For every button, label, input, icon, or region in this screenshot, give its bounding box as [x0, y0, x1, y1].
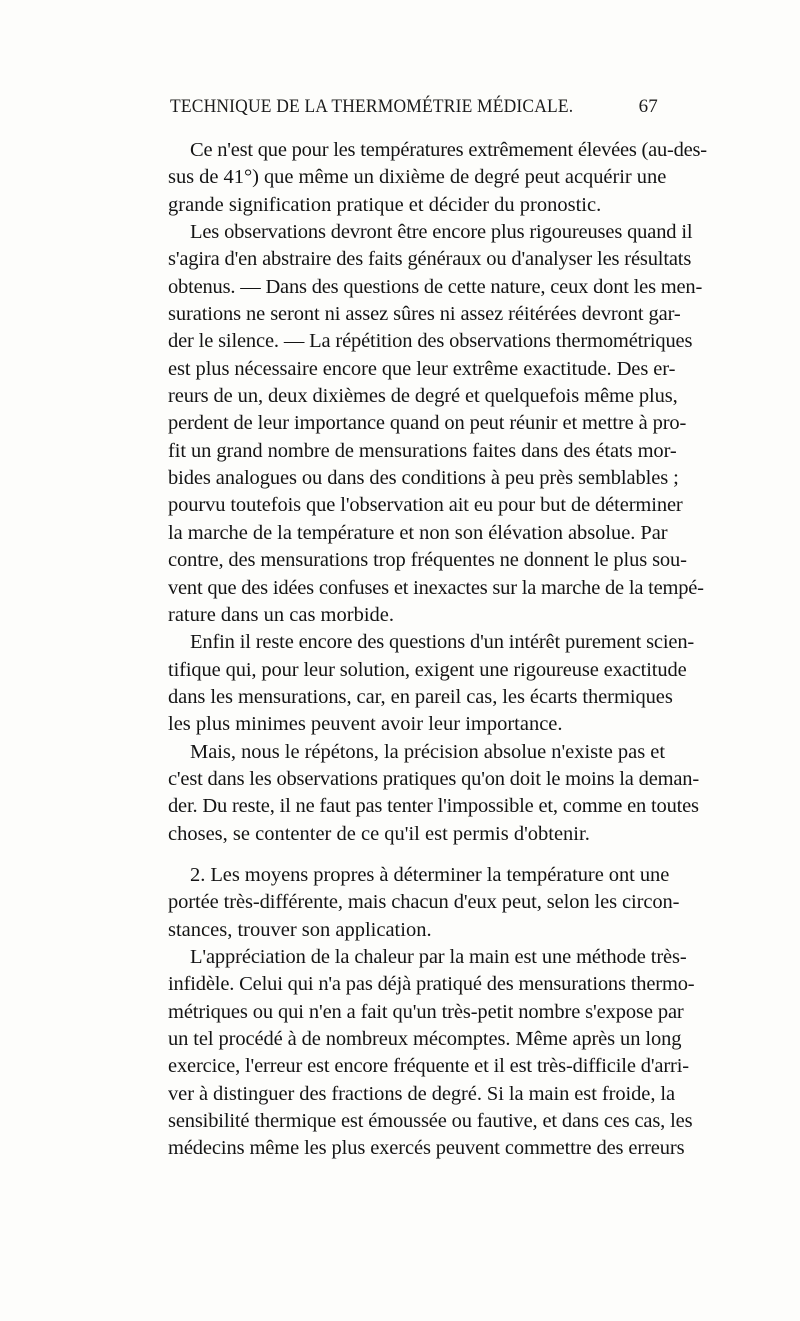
text-line: les plus minimes peuvent avoir leur importance. [168, 713, 563, 736]
paragraph [146, 862, 680, 944]
text-line: bides analogues ou dans des conditions à peu près semblables ; [168, 467, 679, 490]
body-text [146, 137, 707, 1163]
text-line: der le silence. — La répétition des observations thermométriques [168, 330, 693, 353]
text-line: reurs de un, deux dixièmes de degré et quelquefois même plus, [168, 385, 678, 408]
text-line: infidèle. Celui qui n'a pas déjà pratiqué des mensurations thermo- [168, 973, 695, 996]
text-line: 2. Les moyens propres à déterminer la température ont une [190, 863, 670, 886]
text-line: pourvu toutefois que l'observation ait eu pour but de déterminer [168, 494, 683, 517]
text-line: dans les mensurations, car, en pareil cas, les écarts thermiques [168, 685, 673, 708]
text-line: sensibilité thermique est émoussée ou fautive, et dans ces cas, les [168, 1110, 693, 1133]
text-line: L'appréciation de la chaleur par la main est une méthode très- [190, 945, 687, 968]
paragraph [146, 137, 707, 219]
paragraph [146, 629, 695, 738]
text-line: sus de 41°) que même un dixième de degré peut acquérir une [168, 166, 667, 189]
text-line: exercice, l'erreur est encore fréquente et il est très-difficile d'arri- [168, 1055, 689, 1078]
running-title: TECHNIQUE DE LA THERMOMÉTRIE MÉDICALE. [170, 96, 574, 117]
text-line: métriques ou qui n'en a fait qu'un très-petit nombre s'expose par [168, 1000, 684, 1023]
paragraph [146, 944, 695, 1163]
text-line: contre, des mensurations trop fréquentes ne donnent le plus sou- [168, 549, 687, 572]
text-line: surations ne seront ni assez sûres ni assez réitérées devront gar- [168, 303, 681, 326]
text-line: der. Du reste, il ne faut pas tenter l'impossible et, comme en toutes [168, 795, 699, 818]
text-line: Ce n'est que pour les températures extrêmement élevées (au-des- [190, 139, 707, 161]
text-line: choses, se contenter de ce qu'il est permis d'obtenir. [168, 822, 590, 845]
text-line: rature dans un cas morbide. [168, 603, 394, 626]
text-line: ver à distinguer des fractions de degré. Si la main est froide, la [168, 1082, 676, 1105]
text-line: obtenus. — Dans des questions de cette nature, ceux dont les men- [168, 275, 703, 298]
text-line: Mais, nous le répétons, la précision absolue n'existe pas et [190, 740, 665, 763]
text-line: perdent de leur importance quand on peut réunir et mettre à pro- [168, 412, 687, 435]
text-line: grande signification pratique et décider du pronostic. [168, 193, 602, 216]
page-number: 67 [638, 96, 658, 117]
text-line: Les observations devront être encore plus rigoureuses quand il [190, 221, 693, 244]
text-line: vent que des idées confuses et inexactes sur la marche de la tempé- [168, 576, 704, 599]
text-line: tifique qui, pour leur solution, exigent une rigoureuse exactitude [168, 658, 687, 681]
text-line: stances, trouver son application. [168, 918, 432, 941]
text-line: c'est dans les observations pratiques qu'on doit le moins la deman- [168, 767, 699, 790]
paragraph [146, 739, 699, 848]
text-line: portée très-différente, mais chacun d'eux peut, selon les circon- [168, 891, 680, 914]
text-line: est plus nécessaire encore que leur extrême exactitude. Des er- [168, 357, 676, 380]
paragraph [146, 219, 704, 629]
text-line: médecins même les plus exercés peuvent commettre des erreurs [168, 1137, 685, 1160]
page-header [170, 96, 658, 122]
text-line: un tel procédé à de nombreux mécomptes. Même après un long [168, 1028, 682, 1050]
text-line: Enfin il reste encore des questions d'un intérêt purement scien- [190, 631, 695, 654]
text-line: fit un grand nombre de mensurations faites dans des états mor- [168, 439, 677, 462]
text-line: la marche de la température et non son élévation absolue. Par [168, 521, 668, 544]
text-line: s'agira d'en abstraire des faits généraux ou d'analyser les résultats [168, 248, 692, 271]
